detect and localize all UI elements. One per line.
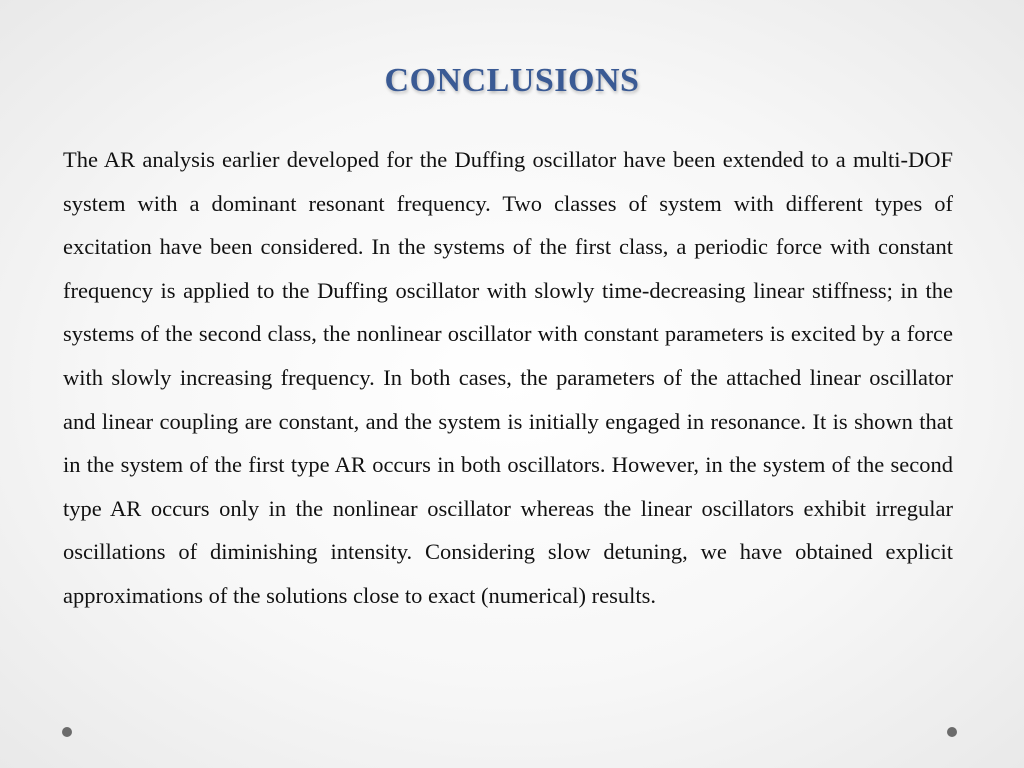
decorative-dot-left-icon [62, 727, 72, 737]
conclusions-paragraph: The AR analysis earlier developed for the Duffing oscillator have been extended to a multi-DOF system with a dominant resonant frequency. Two classes of system with different types of excitation have been considered. In the systems of the first class, a periodic force with constant frequency is applied to the Duffing oscillator with slowly time-decreasing linear stiffness; in the systems of the second class, the nonlinear oscillator with constant parameters is excited by a force with slowly increasing frequency. In both cases, the parameters of the attached linear oscillator and linear coupling are constant, and the system is initially engaged in resonance. It is shown that in the system of the first type AR occurs in both oscillators. However, in the system of the second type AR occurs only in the nonlinear oscillator whereas the linear oscillators exhibit irregular oscillations of diminishing intensity. Considering slow detuning, we have obtained explicit approximations of the solutions close to exact (numerical) results. [63, 147, 953, 608]
decorative-dot-right-icon [947, 727, 957, 737]
slide-title: CONCLUSIONS [384, 62, 640, 99]
